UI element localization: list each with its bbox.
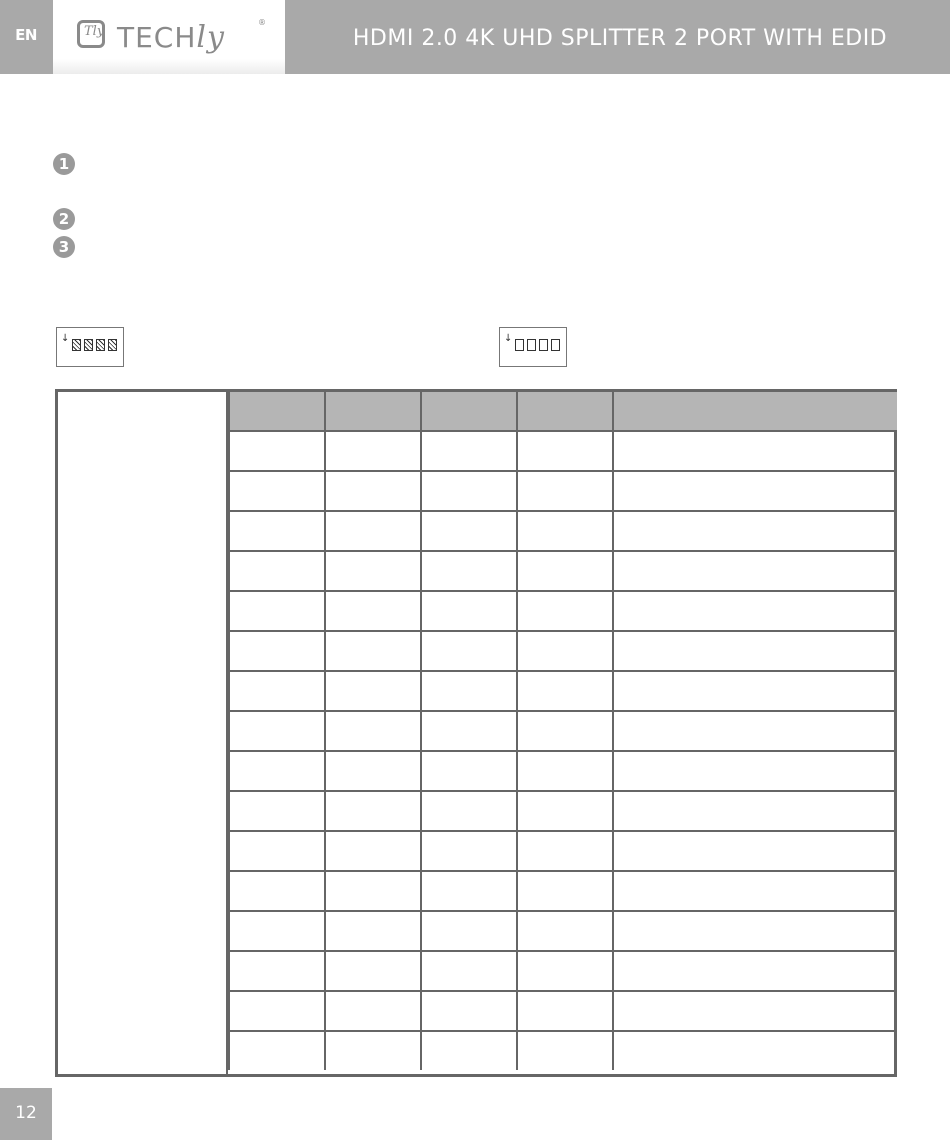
logo-mark-icon xyxy=(77,20,105,48)
table-cell xyxy=(613,711,897,751)
table-cell xyxy=(421,631,517,671)
switch-lever xyxy=(96,339,105,351)
table-cell xyxy=(613,1031,897,1070)
table-cell xyxy=(325,631,421,671)
table-row xyxy=(229,951,897,991)
table-cell xyxy=(325,911,421,951)
table-cell xyxy=(229,831,325,871)
table-cell xyxy=(325,951,421,991)
table-cell xyxy=(517,1031,613,1070)
table-cell xyxy=(517,551,613,591)
table-cell xyxy=(421,791,517,831)
table-header-row xyxy=(229,392,897,431)
column-header xyxy=(325,392,421,431)
switch-lever xyxy=(551,339,560,351)
table-cell xyxy=(517,711,613,751)
table-row xyxy=(229,991,897,1031)
switch-lever xyxy=(527,339,536,351)
table-cell xyxy=(421,911,517,951)
table-cell xyxy=(613,831,897,871)
table-cell xyxy=(421,951,517,991)
table-row xyxy=(229,911,897,951)
table-cell xyxy=(325,751,421,791)
table-cell xyxy=(229,871,325,911)
table-cell xyxy=(517,631,613,671)
table-cell xyxy=(325,831,421,871)
table-cell xyxy=(613,471,897,511)
step-marker-3: 3 xyxy=(53,236,75,258)
table-row xyxy=(229,631,897,671)
table-cell xyxy=(229,671,325,711)
table-cell xyxy=(421,671,517,711)
table-cell xyxy=(229,791,325,831)
table-cell xyxy=(229,991,325,1031)
table-cell xyxy=(325,431,421,471)
logo-wordmark-text: TECH xyxy=(117,21,197,54)
table-row xyxy=(229,591,897,631)
table-cell xyxy=(517,591,613,631)
table-cell xyxy=(229,471,325,511)
table-cell xyxy=(229,631,325,671)
edid-settings-table xyxy=(55,389,897,1077)
table-cell xyxy=(421,831,517,871)
table-cell xyxy=(229,551,325,591)
table-row xyxy=(229,751,897,791)
table-cell xyxy=(229,431,325,471)
switch-lever xyxy=(72,339,81,351)
table-cell xyxy=(517,511,613,551)
table-cell xyxy=(517,431,613,471)
table-row xyxy=(229,471,897,511)
table-cell xyxy=(421,551,517,591)
table-cell xyxy=(613,511,897,551)
table-cell xyxy=(517,991,613,1031)
arrow-down-icon: ↓ xyxy=(504,333,513,344)
table-cell xyxy=(229,1031,325,1070)
logo-mark-text: Tly xyxy=(84,24,105,39)
switch-lever xyxy=(515,339,524,351)
table-cell xyxy=(613,671,897,711)
table-cell xyxy=(517,791,613,831)
table-row xyxy=(229,511,897,551)
table-row xyxy=(229,871,897,911)
table-cell xyxy=(229,751,325,791)
table-cell xyxy=(517,911,613,951)
table-cell xyxy=(613,591,897,631)
table-cell xyxy=(421,711,517,751)
language-label: EN xyxy=(15,26,37,44)
column-header xyxy=(517,392,613,431)
table-row xyxy=(229,711,897,751)
table-cell xyxy=(325,671,421,711)
table-row xyxy=(229,791,897,831)
brand-logo xyxy=(53,0,285,74)
table-cell xyxy=(325,871,421,911)
table-cell xyxy=(325,551,421,591)
table-cell xyxy=(325,791,421,831)
table-cell xyxy=(613,951,897,991)
page-number: 12 xyxy=(15,1103,37,1123)
switch-lever xyxy=(84,339,93,351)
switch-lever xyxy=(108,339,117,351)
table-cell xyxy=(325,471,421,511)
table-cell xyxy=(229,911,325,951)
table-cell xyxy=(613,551,897,591)
table-cell xyxy=(421,991,517,1031)
table-row xyxy=(229,1031,897,1070)
table-cell xyxy=(613,791,897,831)
column-header xyxy=(613,392,897,431)
table-cell xyxy=(325,591,421,631)
language-badge xyxy=(0,0,52,74)
table-cell xyxy=(229,711,325,751)
table-cell xyxy=(421,871,517,911)
table-cell xyxy=(613,991,897,1031)
table-cell xyxy=(421,751,517,791)
table-row xyxy=(229,551,897,591)
step-marker-2: 2 xyxy=(53,208,75,230)
table-cell xyxy=(517,871,613,911)
table-cell xyxy=(613,751,897,791)
switch-lever xyxy=(539,339,548,351)
page-title: HDMI 2.0 4K UHD SPLITTER 2 PORT WITH EDID xyxy=(352,26,888,51)
table-cell xyxy=(229,511,325,551)
table-cell xyxy=(421,591,517,631)
step-marker-1: 1 xyxy=(53,153,75,175)
table-cell xyxy=(421,511,517,551)
table-cell xyxy=(613,871,897,911)
table-cell xyxy=(325,711,421,751)
table-cell xyxy=(325,991,421,1031)
dip-switch-icon xyxy=(499,327,567,367)
table-cell xyxy=(229,591,325,631)
table-cell xyxy=(325,1031,421,1070)
table-cell xyxy=(517,671,613,711)
column-header xyxy=(421,392,517,431)
table-cell xyxy=(421,471,517,511)
edid-grid xyxy=(228,392,897,1070)
table-cell xyxy=(421,431,517,471)
dip-switch-icon xyxy=(56,327,124,367)
table-row xyxy=(229,831,897,871)
table-row xyxy=(229,671,897,711)
page-number-badge xyxy=(0,1088,52,1140)
table-cell xyxy=(613,431,897,471)
table-cell xyxy=(613,911,897,951)
table-row xyxy=(229,431,897,471)
registered-mark: ® xyxy=(258,18,266,27)
table-cell xyxy=(421,1031,517,1070)
page-header xyxy=(0,0,950,74)
table-cell xyxy=(517,831,613,871)
table-cell xyxy=(517,951,613,991)
logo-wordmark xyxy=(117,20,225,55)
logo-wordmark-script: ly xyxy=(196,20,225,55)
table-cell xyxy=(325,511,421,551)
table-cell xyxy=(229,951,325,991)
table-cell xyxy=(613,631,897,671)
table-cell xyxy=(517,751,613,791)
table-cell xyxy=(517,471,613,511)
table-row-header-cell xyxy=(58,392,228,1074)
column-header xyxy=(229,392,325,431)
arrow-down-icon: ↓ xyxy=(61,333,70,344)
